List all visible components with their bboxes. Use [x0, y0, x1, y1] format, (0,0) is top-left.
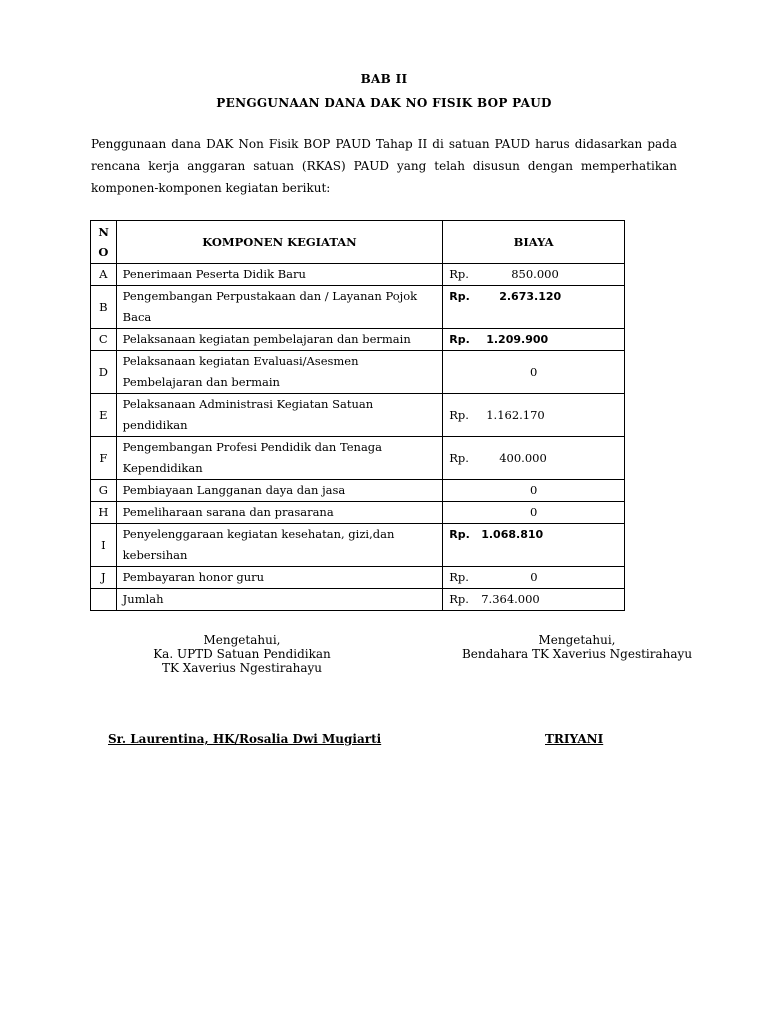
sig-left-line2: Ka. UPTD Satuan Pendidikan [153, 647, 331, 661]
header-cost: BIAYA [443, 221, 625, 264]
row-amount: 0 [530, 570, 538, 584]
row-no: E [91, 394, 117, 437]
signatory-left-name: Sr. Laurentina, HK/Rosalia Dwi Mugiarti [108, 732, 382, 746]
table-row [91, 480, 625, 502]
signature-block-left [130, 633, 354, 675]
table-header-row [91, 221, 625, 264]
row-component: Pelaksanaan kegiatan pembelajaran dan bermain [116, 329, 443, 351]
table-row [91, 329, 625, 351]
row-currency: Rp. [449, 267, 469, 281]
signature-block-right [452, 633, 702, 661]
sig-left-line3: TK Xaverius Ngestirahayu [161, 661, 323, 675]
table-row [91, 567, 625, 589]
row-amount: 1.209.900 [486, 333, 549, 346]
header-no [91, 221, 117, 264]
row-cost [443, 286, 625, 329]
header-component: KOMPONEN KEGIATAN [116, 221, 443, 264]
row-cost [443, 329, 625, 351]
row-component: Pengembangan Profesi Pendidik dan Tenaga Kependidikan [116, 437, 443, 480]
budget-table [90, 220, 625, 611]
row-amount: 1.068.810 [481, 528, 544, 541]
document-heading [0, 72, 768, 110]
table-row [91, 589, 625, 611]
sig-right-line1: Mengetahui, [538, 633, 616, 647]
row-no: B [91, 286, 117, 329]
row-amount: 850.000 [511, 267, 559, 281]
table-row [91, 286, 625, 329]
row-no: I [91, 524, 117, 567]
row-cost [443, 437, 625, 480]
row-amount: 0 [529, 483, 538, 497]
row-component: Pengembangan Perpustakaan dan / Layanan Pojok Baca [116, 286, 443, 329]
row-currency: Rp. [449, 528, 470, 541]
row-amount: 7.364.000 [481, 592, 540, 606]
row-cost [443, 480, 625, 502]
row-component: Pelaksanaan Administrasi Kegiatan Satuan pendidikan [116, 394, 443, 437]
row-amount: 0 [529, 364, 538, 379]
row-no: J [91, 567, 117, 589]
table-row [91, 264, 625, 286]
row-amount: 0 [529, 505, 538, 519]
row-component: Pembayaran honor guru [116, 567, 443, 589]
row-currency: Rp. [449, 407, 469, 422]
table-row [91, 437, 625, 480]
sig-right-line2: Bendahara TK Xaverius Ngestirahayu [461, 647, 693, 661]
row-amount: 1.162.170 [486, 407, 545, 422]
signatory-right-name: TRIYANI [545, 732, 604, 746]
row-cost [443, 502, 625, 524]
table-row [91, 351, 625, 394]
row-currency: Rp. [449, 333, 470, 346]
row-no [91, 589, 117, 611]
row-no: G [91, 480, 117, 502]
row-amount: 400.000 [499, 450, 547, 465]
row-component: Jumlah [116, 589, 443, 611]
row-amount: 2.673.120 [499, 290, 562, 303]
row-cost [443, 264, 625, 286]
row-cost [443, 589, 625, 611]
row-component: Penerimaan Peserta Didik Baru [116, 264, 443, 286]
row-component: Pelaksanaan kegiatan Evaluasi/Asesmen Pembelajaran dan bermain [116, 351, 443, 394]
table-row [91, 524, 625, 567]
row-no: F [91, 437, 117, 480]
row-component: Pemeliharaan sarana dan prasarana [116, 502, 443, 524]
document-title: PENGGUNAAN DANA DAK NO FISIK BOP PAUD [216, 96, 552, 110]
row-no: D [91, 351, 117, 394]
row-currency: Rp. [449, 592, 469, 606]
row-component: Penyelenggaraan kegiatan kesehatan, gizi,dan kebersihan [116, 524, 443, 567]
table-row [91, 394, 625, 437]
chapter-label: BAB II [360, 72, 408, 86]
row-no: H [91, 502, 117, 524]
row-component: Pembiayaan Langganan daya dan jasa [116, 480, 443, 502]
row-cost [443, 351, 625, 394]
row-no: A [91, 264, 117, 286]
row-currency: Rp. [449, 450, 469, 465]
sig-left-line1: Mengetahui, [203, 633, 281, 647]
header-no-text: N O [98, 224, 109, 259]
table-row [91, 502, 625, 524]
row-cost [443, 394, 625, 437]
row-no: C [91, 329, 117, 351]
row-cost [443, 567, 625, 589]
intro-paragraph: Penggunaan dana DAK Non Fisik BOP PAUD Tahap II di satuan PAUD harus didasarkan pada rencana kerja anggaran satuan (RKAS) PAUD yang telah disusun dengan memperhatikan komponen-komponen kegiatan berikut: [91, 137, 677, 195]
row-cost [443, 524, 625, 567]
row-currency: Rp. [449, 570, 469, 584]
row-currency: Rp. [449, 290, 470, 303]
